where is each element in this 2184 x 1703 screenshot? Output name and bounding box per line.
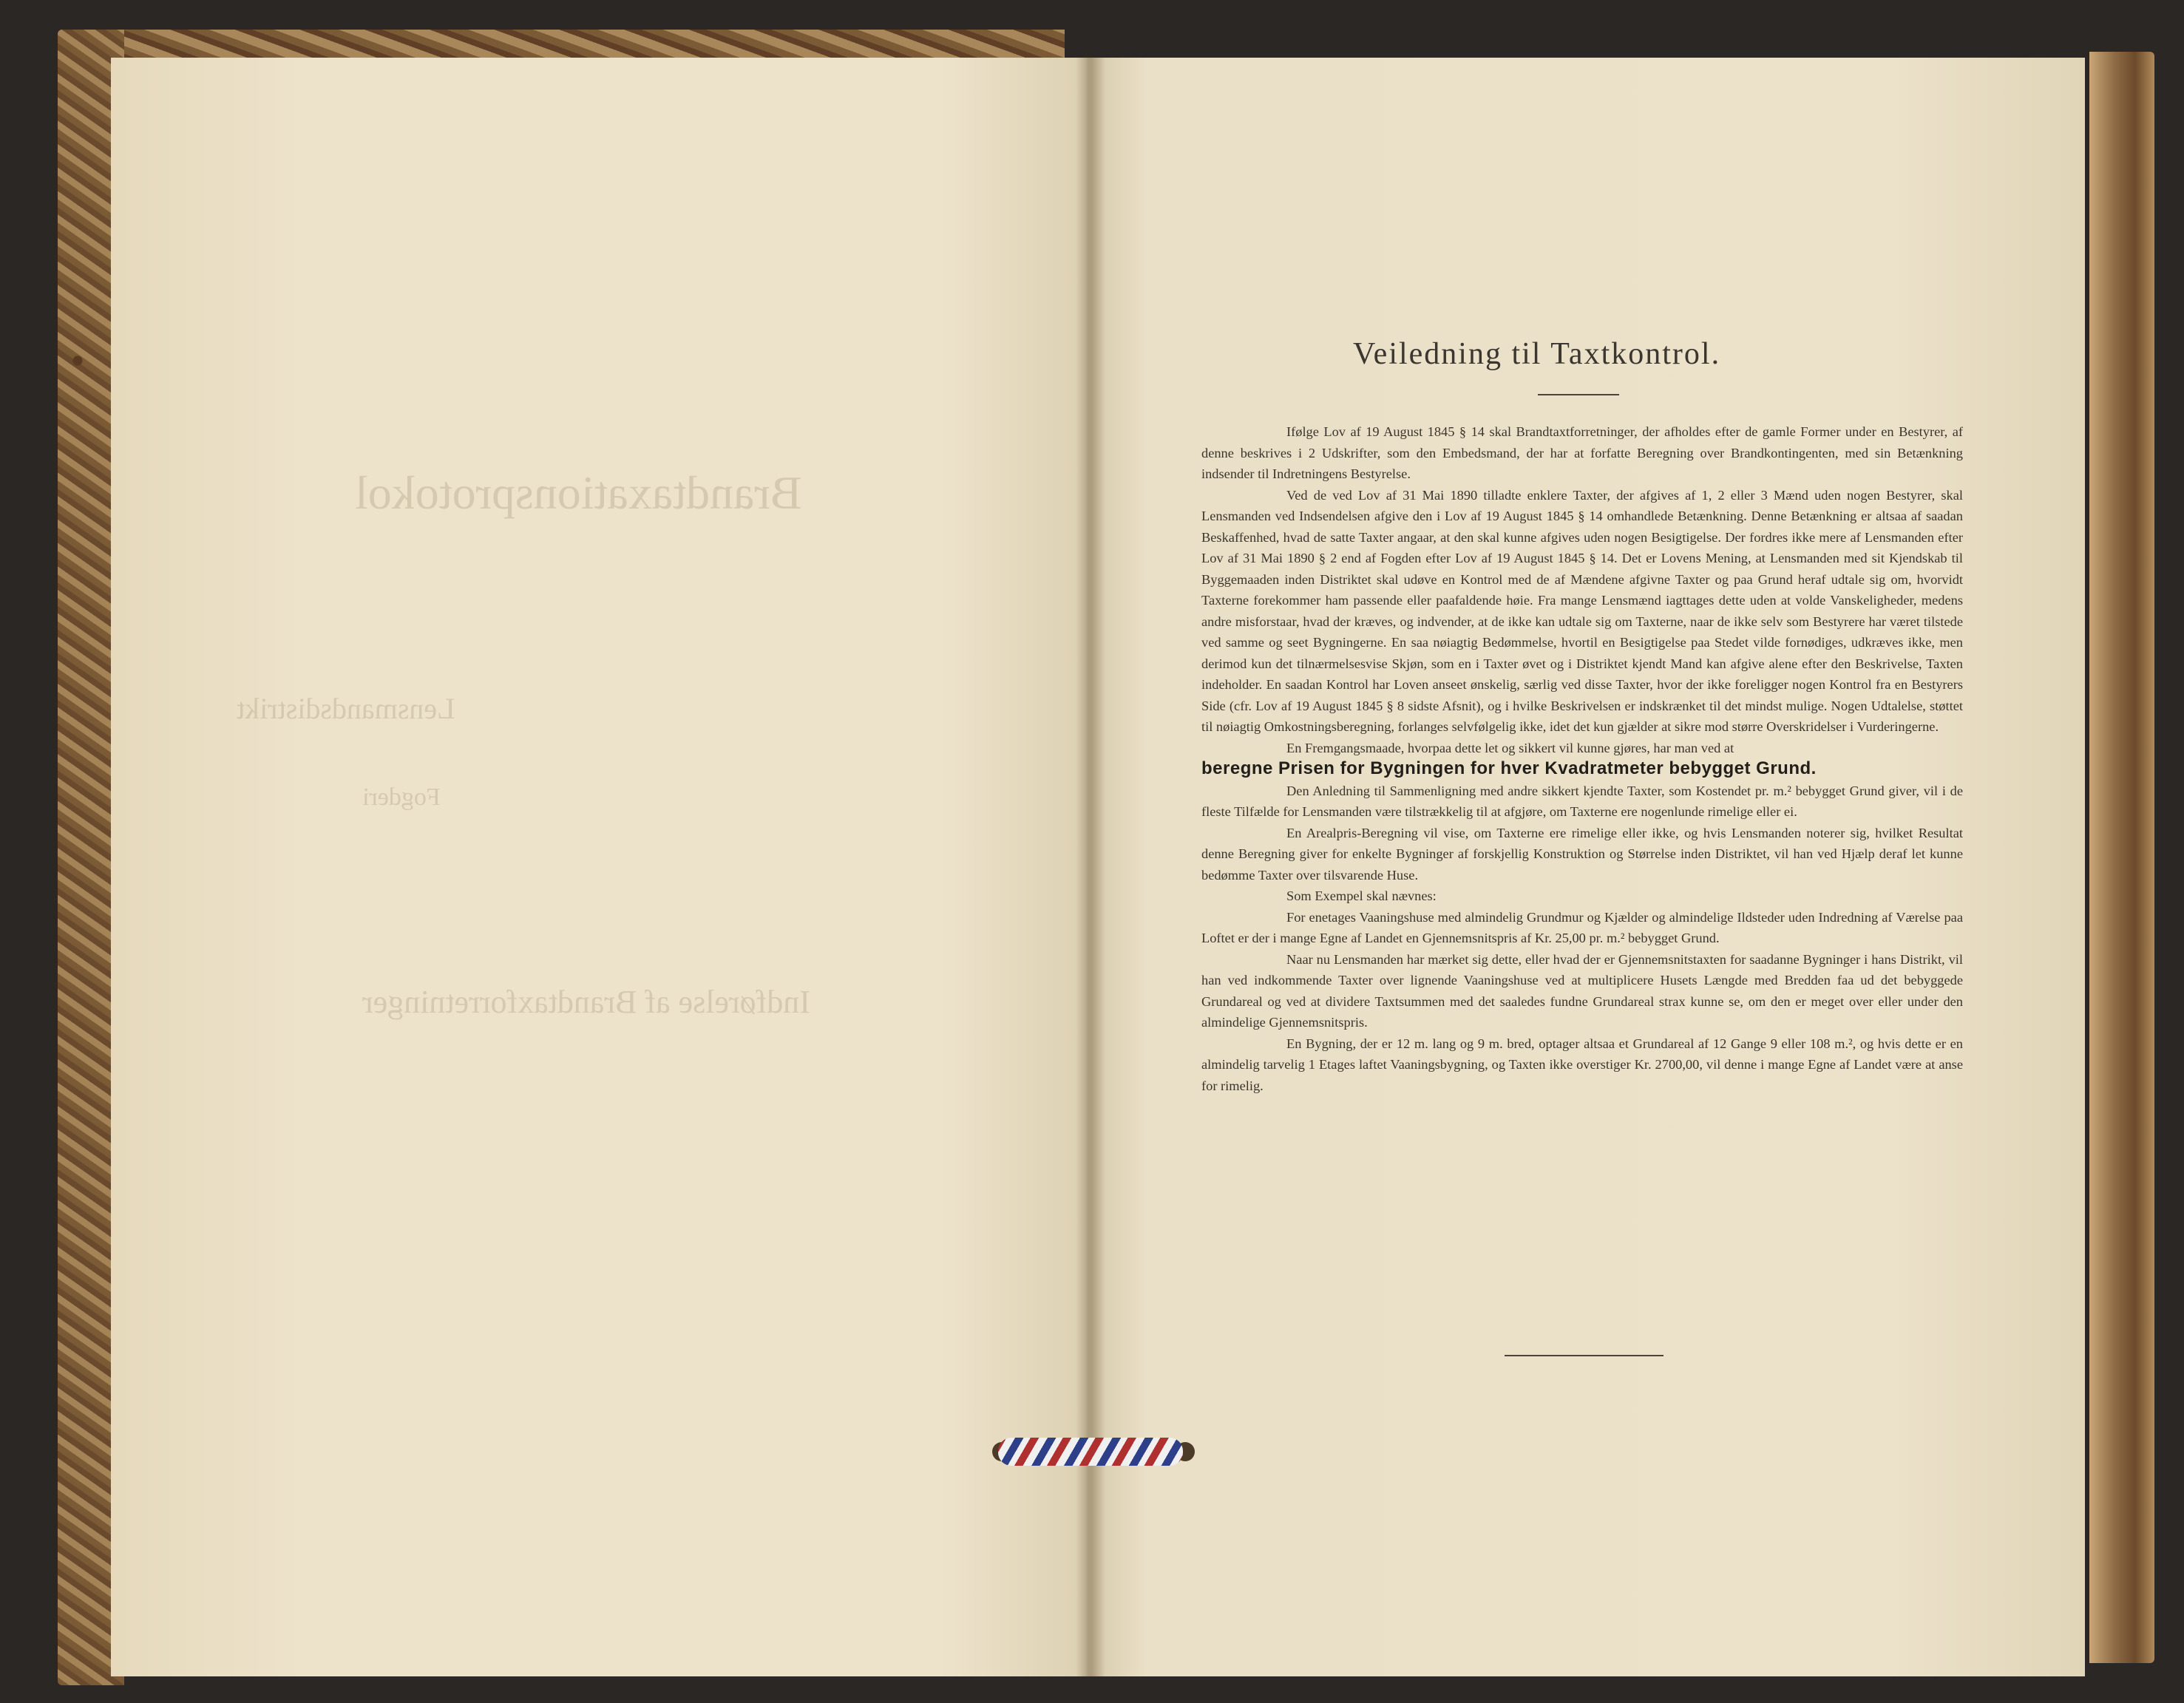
book-cover-top-edge (74, 30, 1065, 59)
showthrough-text: Brandtaxationsprotokol (355, 466, 802, 519)
paragraph: For enetages Vaaningshuse med almindelig Grundmur og Kjælder og almindelige Ildsteder uden Indredning af Værelse paa Loftet er der i mange Egne af Landet en Gjennemsnitspris af Kr. 25,00 pr. m.² bebygget Grund. (1201, 909, 1963, 945)
paragraph: En Arealpris-Beregning vil vise, om Taxterne ere rimelige eller ikke, og hvis Lensmanden noterer sig, hvilket Resultat denne Beregning giver for enkelte Bygninger af forskjellig Konstruktion og Størrelse inden Distriktet, vil han ved Hjælp deraf let kunne bedømme Taxter over tilsvarende Huse. (1201, 825, 1963, 883)
paragraph: Naar nu Lensmanden har mærket sig dette, eller hvad der er Gjennemsnitstaxten for saadanne Bygninger i hans Distrikt, vil han ved indkommende Taxter over lignende Vaaningshuse ved at multiplicere Husets Længde med Bredden faa ud det bebyggede Grundareal og ved at dividere Taxtsummen med det saaledes fundne Grundareal strax kunne se, om den er meget over eller under den almindelige Gjennemsnitspris. (1201, 951, 1963, 1030)
paragraph: En Fremgangsmaade, hvorpaa dette let og sikkert vil kunne gjøres, har man ved at (1286, 740, 1734, 755)
binding-thread (998, 1438, 1183, 1466)
bold-line (1201, 758, 1963, 781)
paragraph: Ifølge Lov af 19 August 1845 § 14 skal Brandtaxtforretninger, der afholdes efter de gamle Former under en Bestyrer, af denne beskrives i 2 Udskrifter, som den Embedsmand, der har at forfatte Beregning over Brandkontingenten, med sin Betænkning indsender til Indretningens Bestyrelse. (1201, 424, 1963, 481)
paragraph: En Bygning, der er 12 m. lang og 9 m. bred, optager altsaa et Grundareal af 12 Gange 9 eller 108 m.², og hvis dette er en almindelig tarvelig 1 Etages laftet Vaaningsbygning, og Taxten ikke overstiger Kr. 2700,00, vil denne i mange Egne af Landet være at anse for rimelig. (1201, 1036, 1963, 1093)
showthrough-text: Indførelse af Brandtaxforretninger (362, 984, 810, 1020)
book-cover-right-edge (2089, 52, 2154, 1663)
title-divider (1538, 394, 1619, 395)
paragraph: Den Anledning til Sammenligning med andre sikkert kjendte Taxter, som Kostendet pr. m.² bebygget Grund giver, vil i de fleste Tilfælde for Lensmanden være tilstrækkelig til at afgjøre, om Taxterne ere nogenlunde rimelige eller ei. (1201, 783, 1963, 819)
page-title: Veiledning til Taxtkontrol. (1353, 337, 1721, 371)
guidance-text (1201, 421, 1963, 1096)
paragraph: Som Exempel skal nævnes: (1286, 888, 1437, 903)
showthrough-text: Fogderi (362, 783, 441, 811)
paragraph: Ved de ved Lov af 31 Mai 1890 tilladte enklere Taxter, der afgives af 1, 2 eller 3 Mænd uden nogen Bestyrer, skal Lensmanden ved Indsendelsen afgive den i Lov af 19 August 1845 § 14 omhandlede Betænkning. Denne Betænkning er altsaa af saadan Beskaffenhed, hvad de satte Taxter angaar, at den skal kunne afgives uden nogen Besigtigelse. Der fordres ikke mere af Lensmanden efter Lov af 31 Mai 1890 § 2 end af Fogden efter Lov af 19 August 1845 § 14. Det er Lovens Mening, at Lensmanden med sit Kjendskab til Byggemaaden inden Distriktet skal udøve en Kontrol med de af Mændene afgivne Taxter og paa Grund heraf udtale sig om, hvorvidt Taxterne forekommer ham passende eller paafaldende høie. Fra mange Lensmænd iagttages dette uden at volde Vanskeligheder, medens andre misforstaar, hvad der kræves, og indvender, at de ikke kan udtale sig om Taxterne, naar de ikke selv som Bestyrere har været tilstede ved samme og seet Bygningerne. En saa nøiagtig Bedømmelse, hvortil en Besigtigelse paa Stedet vilde fornødiges, udkræves ikke, men derimod kun det tilnærmelsesvise Skjøn, som en i Taxter øvet og i Distriktet kjendt Mand kan afgive alene efter den Beskrivelse, Taxten indeholder. En saadan Kontrol har Loven anseet ønskelig, særlig ved disse Taxter, hvor der ikke foreligger nogen Kontrol fra en Bestyrers Side (cfr. Lov af 19 August 1845 § 8 sidste Afsnit), og i hvilke Beskrivelsen er indskrænket til det mindst mulige. Nogen Udtalelse, støttet til nøiagtig Omkostningsberegning, forlanges selvfølgelig ikke, idet det kun gjælder at sikre mod større Overskridelser i Vurderingerne. (1201, 487, 1963, 734)
bold-emphasis: beregne Prisen for Bygningen for hver Kvadratmeter bebygget Grund. (1201, 758, 1817, 778)
book-gutter (1076, 58, 1105, 1676)
showthrough-text: Lensmandsdistrikt (237, 692, 455, 725)
left-page (111, 58, 1087, 1676)
end-divider (1505, 1355, 1664, 1356)
